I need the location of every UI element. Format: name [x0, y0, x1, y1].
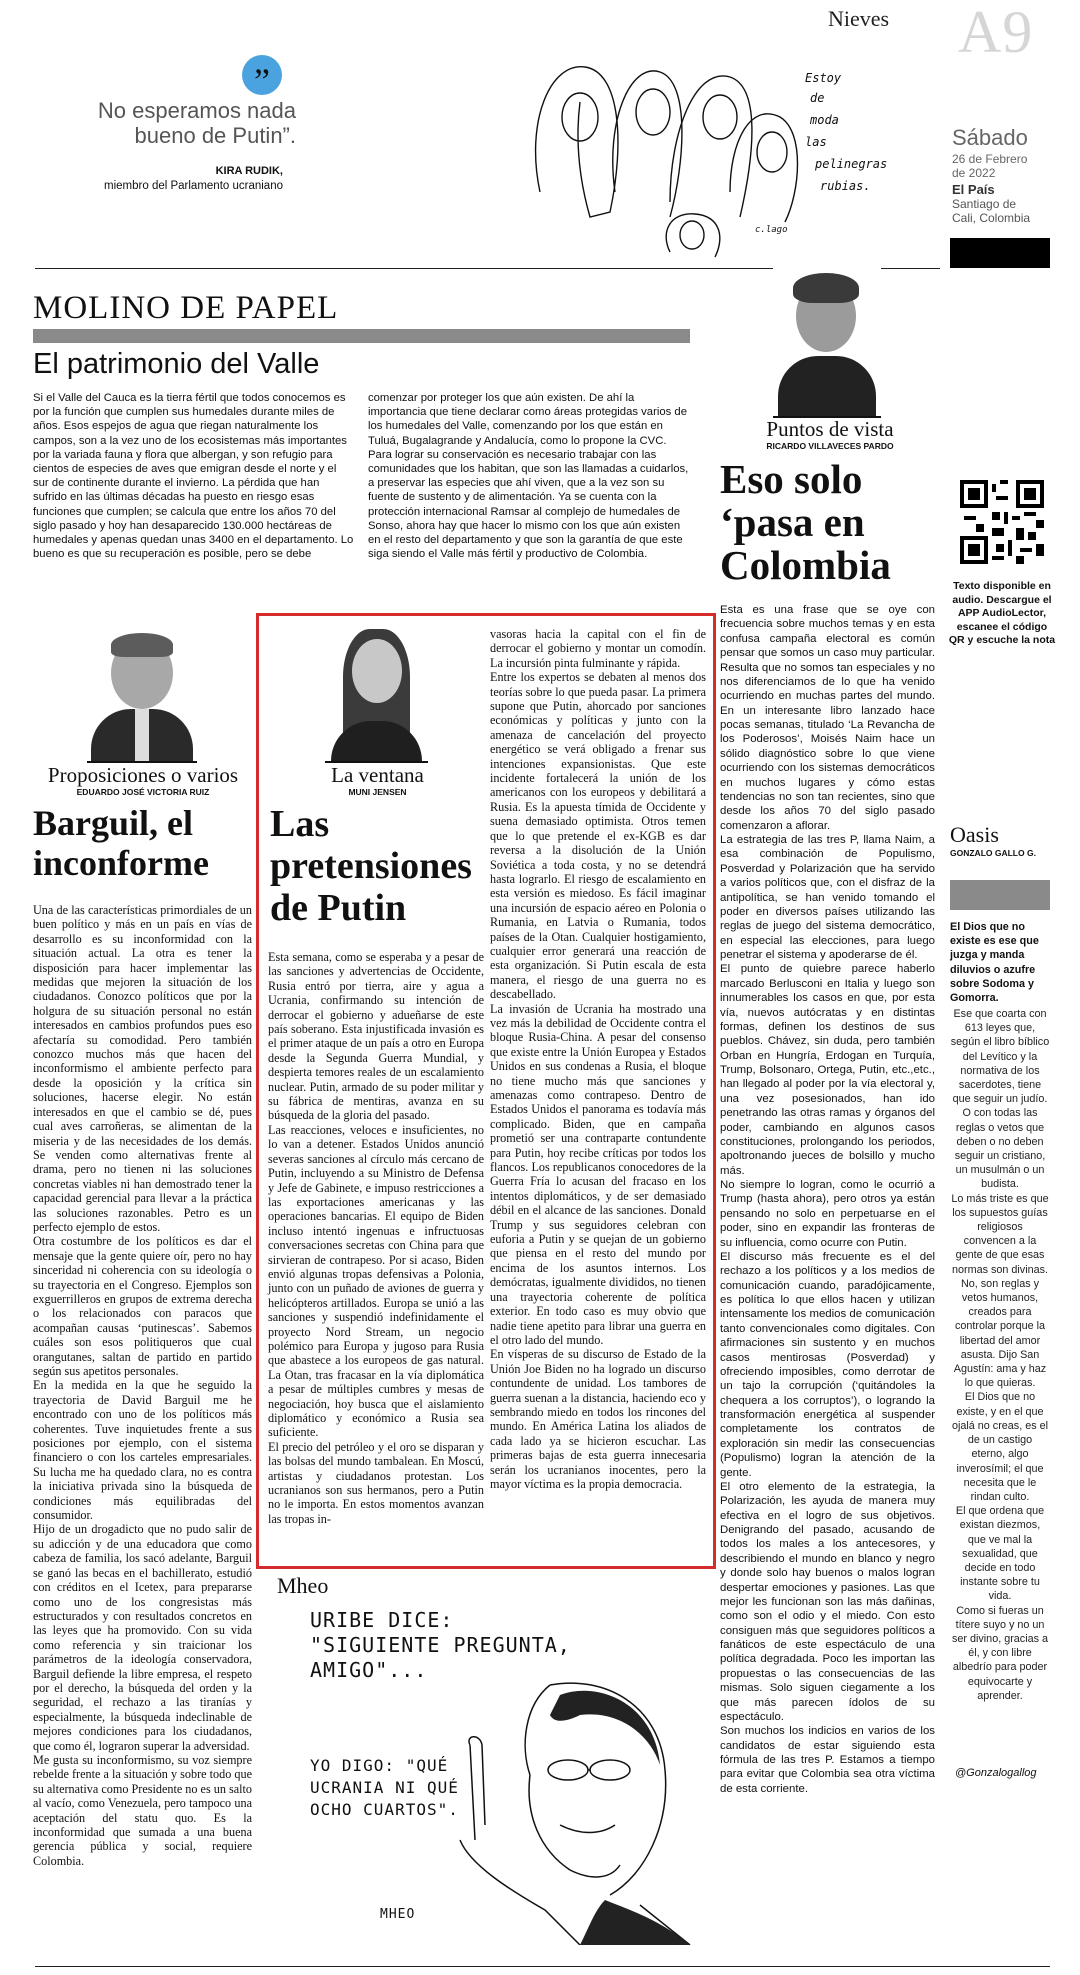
svg-text:pelinegras: pelinegras: [815, 157, 888, 171]
mheo-section: Mheo: [277, 1573, 329, 1598]
quote-text: No esperamos nada bueno de Putin”.: [97, 98, 296, 148]
qr-code[interactable]: [960, 480, 1044, 564]
villaveces-title: Eso solo ‘pasa en Colombia: [720, 456, 891, 588]
jensen-title: Las pretensiones de Putin: [270, 803, 472, 929]
victoria-author: EDUARDO JOSÉ VICTORIA RUIZ: [76, 787, 210, 797]
svg-text:de: de: [810, 91, 825, 105]
newspaper-name: El País: [952, 182, 995, 197]
svg-text:Estoy: Estoy: [805, 71, 842, 85]
mheo-cartoon: [280, 1600, 700, 1945]
oasis-author: GONZALO GALLO G.: [950, 848, 1036, 858]
header-black-bar: [950, 238, 1050, 268]
molino-section-title: MOLINO DE PAPEL: [33, 290, 339, 326]
svg-text:rubias.: rubias.: [820, 179, 871, 193]
villaveces-body: [720, 603, 935, 1796]
edition-location: Santiago de Cali, Colombia: [952, 197, 1031, 225]
mheo-speech-2: YO DIGO: "QUÉ UCRANIA NI QUÉ OCHO CUARTOS".: [310, 1756, 459, 1819]
quote-role: miembro del Parlamento ucraniano: [104, 180, 283, 192]
villaveces-body-text: Esta es una frase que se oye con frecuencia sobre muchos temas y en esta confusa campaña electoral es común pensar que somos un caso muy particular. Resulta que no somos tan especiales y no nos diferenciamos de lo que ha venido ocurriendo en muchas partes del mundo. En un interesante libro lanzado hace pocas semanas, titulado ‘La Revancha de los Poderosos’, Moisés Naim hace un sólido diagnóstico sobre lo que viene ocurriendo con los sistemas democráticos en muchos lugares y cómo estas tendencias no son tan recientes, sino que desde los años 70 del siglo pasado comenzaron a aflorar. La estrategia de las tres P, llama Naim, a esa combinación de Populismo, Posverdad y Polarización que ha servido a varios políticos que, con el disfraz de la antipolítica, se han venido tomando el poder en diversos países utilizando las reglas de juego del sistema democrático, en especial las elecciones, para luego penetrar el sistema y apoderarse de él. El punto de quiebre parece haberlo marcado Berlusconi en Italia y luego son innumerables los casos en que, por esta vía, nuevos autócratas y en distintas formas, definen los destinos de sus pueblos. Chávez, sin duda, pero también Orban en Hungría, Erdogan en Turquía, Trump, Bolsonaro, Ortega, Putin, etc.,etc., han llegado al poder por la vía electoral y, una vez posesionados, han ido penetrando las otras ramas y órganos del poder, cambiando en algunos casos constituciones, prolongando los periodos, apoltronando jueces de bolsillo y mucho más. No siempre lo logran, como le ocurrió a Trump (hasta ahora), pero otros ya están pensando no solo en perpetuarse en el poder, sino en expandir las fronteras de su influencia, como ocurre con Putin. El discurso más frecuente es el del rechazo a los políticos y a los medios de comunicación cuando, paradójicamente, es política lo que ellos hacen y utilizan intensamente los medios de comunicación tanto convencionales como digitales. Con afirmaciones sin sustento y en muchos casos mentirosas (Posverdad) y ofreciendo imposibles, como derrotar de un tajo la corrupción (‘quitándoles la chequera a los corruptos’), o logrando la transformación energética al suspender completamente los contratos de exploración sin medir las consecuencias (Populismo) logran la atención de la gente. El otro elemento de la estrategia, la Polarización, les ayuda de manera muy efectiva en el logro de sus objetivos. Denigrando del pasado, acusando de todos los males a los antecesores, y describiendo el mundo en blanco y negro y donde solo hay buenos o malos logran despertar emociones y pasiones. Las que mejor les funcionan son las más dañinas, como son el odio y el miedo. Con esto consiguen más que seguidores políticos a fanáticos de este espectáculo de una política degradada. Poco les importan las propuestas o las consecuencias de las mismas. Solo siguen ciegamente a los que más parecen ídolos de su espectáculo. Son muchos los indicios en varios de los candidatos de estar siguiendo esta fórmula de las tres P. Estamos a tiempo para evitar que Colombia sea otra víctima de esta corriente.: [720, 604, 935, 1795]
victoria-title: Barguil, el inconforme: [33, 803, 209, 883]
molino-title: El patrimonio del Valle: [33, 348, 320, 380]
edition-date: 26 de Febrero de 2022: [952, 152, 1028, 180]
quote-icon: ”: [242, 55, 282, 95]
oasis-section: Oasis: [950, 822, 999, 847]
victoria-photo: [87, 625, 197, 763]
oasis-body: Ese que coarta con 613 leyes que, según el libro bíblico del Levítico y la normativa de los sacerdotes, tiene que seguir un judío. O con todas las reglas o vetos que deben o no deben seguir un cristiano, un musulmán o un budista. Lo más triste es que los supuestos guías religiosos convencen a la gente de que esas normas son divinas. No, son reglas y vetos humanos, creados para controlar porque la libertad del amor asusta. Dijo San Agustín: ama y haz lo que quieras. El Dios que no existe, y en el que ojalá no creas, es el de un castigo eterno, algo inverosímil; el que necesita que le rindan culto. El que ordena que existan diezmos, que ve mal la sexualidad, que decide en todo instante sobre tu vida. Como si fueras un títere suyo y no un ser divino, gracias a él, y con libre albedrío para poder equivocarte y aprender.: [950, 1008, 1050, 1702]
nieves-cartoon: [520, 42, 890, 262]
molino-gray-bar: [33, 329, 690, 343]
section-name: Nieves: [828, 6, 890, 31]
oasis-lead: El Dios que no existe es ese que juzga y manda diluvios o azufre sobre Sodoma y Gomorra.: [950, 921, 1039, 1005]
audio-info: Texto disponible en audio. Descargue el APP AudioLector, escanee el código QR y escuche la nota: [948, 580, 1056, 646]
jensen-photo: [325, 625, 428, 763]
jensen-col2: vasoras hacia la capital con el fin de derrocar el gobierno y montar un comodín. La incursión pinta fulminante y rápida. Entre los expertos se debaten al menos dos teorías sobre lo que pueda pasar. La primera supone que Putin, ahorcado por sanciones económicas y políticas y junto con la amenaza de cancelación del proyecto energético se verá obligado a frenar sus intenciones expansionistas. Que este incidente fortalecerá la unión de los americanos con los europeos y debilitará a Rusia. Es la apuesta tímida de Occidente y suena demasiado optimista. Otros temen que lo que pretende el ex-KGB es dar reversa a la disolución de la Unión Soviética a toda costa, y no se detendrá hasta lograrlo. El riesgo de escalamiento en esta versión es miedoso. Es fácil imaginar una incursión de espacio aéreo en Polonia o Rumania, en Latvia o Rumania, todos países de la Otan. Cualquier hostigamiento, cualquier error generará una reacción de esta organización. Si Putin escala de esta manera, el riesgo de una guerra no es descabellado. La invasión de Ucrania ha mostrado una vez más la debilidad de Occidente contra el bloque Rusia-China. A pesar del consenso que existe entre la Unión Europea y Estados Unidos en sus condenas a Rusia, el bloque no tiene mucho más que sanciones y amenazas como contrapeso. Dentro de Estados Unidos el panorama es todavía más complicado. Biden, que en campaña prometió ser una contraparte contundente para Putin, hoy recibe críticas por todos los flancos. Los republicanos conocedores de la Guerra Fría lo acusan del fracaso en los intentos diplomáticos, y de ser demasiado débil en el alcance de las sanciones. Donald Trump y sus seguidores celebran con euforia a Putin y se quejan de un gobierno que piensa en el resto del mundo por encima de los asuntos internos. Los demócratas, igualmente divididos, no tienen una trayectoria coherente de política exterior. En todo caso es muy obvio que nadie tiene apetito para librar una guerra en el otro lado del mundo. En vísperas de su discurso de Estado de la Unión Joe Biden no ha logrado un discurso contundente de unidad. Los tambores de guerra suenan a la distancia, haciendo eco y sembrando miedo en todos los rincones del mundo. En América Latina los aliados de cada lado ya se hicieron escuchar. Las primeras bajas de esta guerra innecesaria serán los ucranianos inocentes, pero la mayor víctima es la propia democracia.: [490, 627, 706, 1491]
victoria-body: Una de las características primordiales de un buen político y más en un país en vías de desarrollo es su inconformidad con la situación actual. La otra es tener la disposición para hacer implementar las medidas que mejoren la situación de los ciudadanos. Conozco políticos que por la holgura de su situación personal no están interesados en cambios profundos pues eso afectaría su comodidad. Pero también conozco muchos más que hacen del inconformismo el ambiente perfecto para desde la oposición y la crítica sin soluciones, hacerse elegir. No están interesados en que el cambio se dé, pues cual aves carroñeras, se alimentan de la miseria y de las necesidades de los demás. Se venden como alternativas frente al drama, pero no tienen ni las soluciones concretas viables ni han demostrado tener la capacidad gerencial para llevar a la práctica las soluciones razonables. Petro es un perfecto ejemplo de estos. Otra costumbre de los políticos es dar el mensaje que la gente quiere oír, pero no hay sinceridad ni coherencia con su ideología o su trayectoria en el Congreso. Ejemplos son exguerrilleros en grupos de extrema derecha o los relacionados con paracos que acompañan causas ‘putinescas’. Sabemos cuáles son esos politiqueros que cual orangutanes, saltan de partido en partido según sus apetitos personales. En la medida en la que he seguido la trayectoria de David Barguil me he encontrado con uno de los políticos más coherentes. Tuve inquietudes frente a sus posiciones por ejemplo, con el sistema financiero o con los carteles empresariales. Su lucha me ha quedado clara, no es contra la iniciativa privada sino la búsqueda de condiciones más equilibradas del consumidor. Hijo de un drogadicto que no pudo salir de su adicción y de una educadora que como cabeza de familia, los sacó adelante, Barguil se ganó las becas en el bachillerato, estudió con créditos en el Icetex, para prepararse como uno de los congresistas más estructurados y con resultados concretos en las leyes que ha promovido. Con su vida como referencia y sin traicionar los parámetros de la ideología conservadora, Barguil defiende la libre empresa, el respeto por el derecho, la búsqueda del orden y la seguridad, el rechazo a las tiranías y especialmente, la búsqueda indeclinable de mejores condiciones para los ciudadanos, que como él, lograron superar la adversidad. Me gusta su inconformismo, su voz siempre rebelde frente a la situación y sobre todo que su alternativa como Presidente no es un salto al vacío, como Venezuela, pero tampoco una aceptación del statu quo. Es la inconformidad que sumada a una buena gerencia pública y social, requiere Colombia.: [33, 903, 252, 1868]
victoria-section: Proposiciones o varios: [47, 763, 239, 787]
jensen-section: La ventana: [331, 763, 424, 787]
page-number: A9: [958, 0, 1034, 65]
villaveces-photo: [773, 268, 881, 418]
svg-text:c.lago: c.lago: [755, 225, 788, 235]
villaveces-author: RICARDO VILLAVECES PARDO: [766, 441, 894, 451]
quote-author: KIRA RUDIK,: [215, 165, 283, 177]
mheo-signature: MHEO: [380, 1907, 416, 1922]
mheo-speech-1: URIBE DICE: "SIGUIENTE PREGUNTA, AMIGO"...: [310, 1608, 571, 1682]
molino-col1: Si el Valle del Cauca es la tierra fértil que todos conocemos es por la función que cumplen sus humedales durante miles de años. Esos espejos de agua que riegan naturalmente los campos, son a la vez uno de los ecosistemas más importantes por la variada fauna y flora que albergan, y son refugio para cientos de especies de aves que emigran desde el norte y el sur de continente durante el invierno. La pérdida que han sufrido en las últimas décadas ha puesto en riesgo esas funciones que cumplen; se calcula que entre los años 70 del siglo pasado y hoy han desaparecido 130.000 hectáreas de humedales y apenas quedan unas 3400 en el departamento. Lo bueno es que su recuperación es posible, pero se debe: [33, 392, 354, 561]
molino-col2: comenzar por proteger los que aún existen. De ahí la importancia que tiene declarar como áreas protegidas varios de los humedales del Valle, comenzando por los que están en Tuluá, Bugalagrande y Andalucía, como lo propone la CVC. Para lograr su conservación es necesario trabajar con las comunidades que los habitan, que son las llamadas a cuidarlos, a preservar las especies que ahí viven, que a la vez son su fuente de sustento y de alimentación. Ya se cuenta con la protección internacional Ramsar al complejo de humedales de Sonso, ahora hay que hacer lo mismo con los que aún existen en el resto del departamento y que son la garantía de que este siga siendo el Valle más fértil y productivo de Colombia.: [368, 392, 689, 561]
jensen-author: MUNI JENSEN: [348, 787, 407, 797]
villaveces-section: Puntos de vista: [766, 417, 894, 441]
jensen-col1: Esta semana, como se esperaba y a pesar de las sanciones y advertencias de Occidente, Rusia entró por tierra, aire y agua a Ucrania, confirmando su intención de derrocar el gobierno y adueñarse de este país soberano. Esta injustificada invasión es el primer ataque de un país a otro en Europa desde la Segunda Guerra Mundial, y despierta temores reales de un escalamiento nuclear. Putin, armado de su poder militar y su fábrica de mentiras, avanza en su búsqueda de la gloria del pasado. Las reacciones, veloces e insuficientes, no lo van a detener. Estados Unidos anunció severas sanciones al círculo más cercano de Putin, incluyendo a su Ministro de Defensa y Jefe de Gabinete, e impuso restricciones a las exportaciones americanas y las operaciones bancarias. El equipo de Biden incluso intentó ingenuas e infructuosas conversaciones secretas con China para que sirvieran de contrapeso. Por si acaso, Biden envió algunas tropas defensivas a Polonia, junto con un puñado de aviones de guerra y helicópteros artillados. Europa se unió a las sanciones y suspendió indefinidamente el proyecto Nord Stream, un negocio polémico para Europa y jugoso para Rusia que abastece a los europeos de gas natural. La Otan, tras fracasar en la vía diplomática a pesar de múltiples cumbres y mesas de negociación, hoy busca que el aislamiento diplomático y económico a Rusia sea suficiente. El precio del petróleo y el oro se disparan y las bolsas del mundo tambalean. En Moscú, artistas y ciudadanos protestan. Los ucranianos son sus hermanos, pero a Putin no le importa. En estos momentos avanzan las tropas in-: [268, 950, 484, 1526]
edition-day: Sábado: [952, 125, 1028, 150]
footer-divider: [35, 1966, 1050, 1967]
oasis-handle[interactable]: @Gonzalogallog: [955, 1767, 1037, 1779]
svg-text:moda: moda: [810, 113, 839, 127]
svg-text:las: las: [805, 135, 827, 149]
oasis-gray-bar: [950, 880, 1050, 910]
mheo-figure: [430, 1675, 700, 1945]
